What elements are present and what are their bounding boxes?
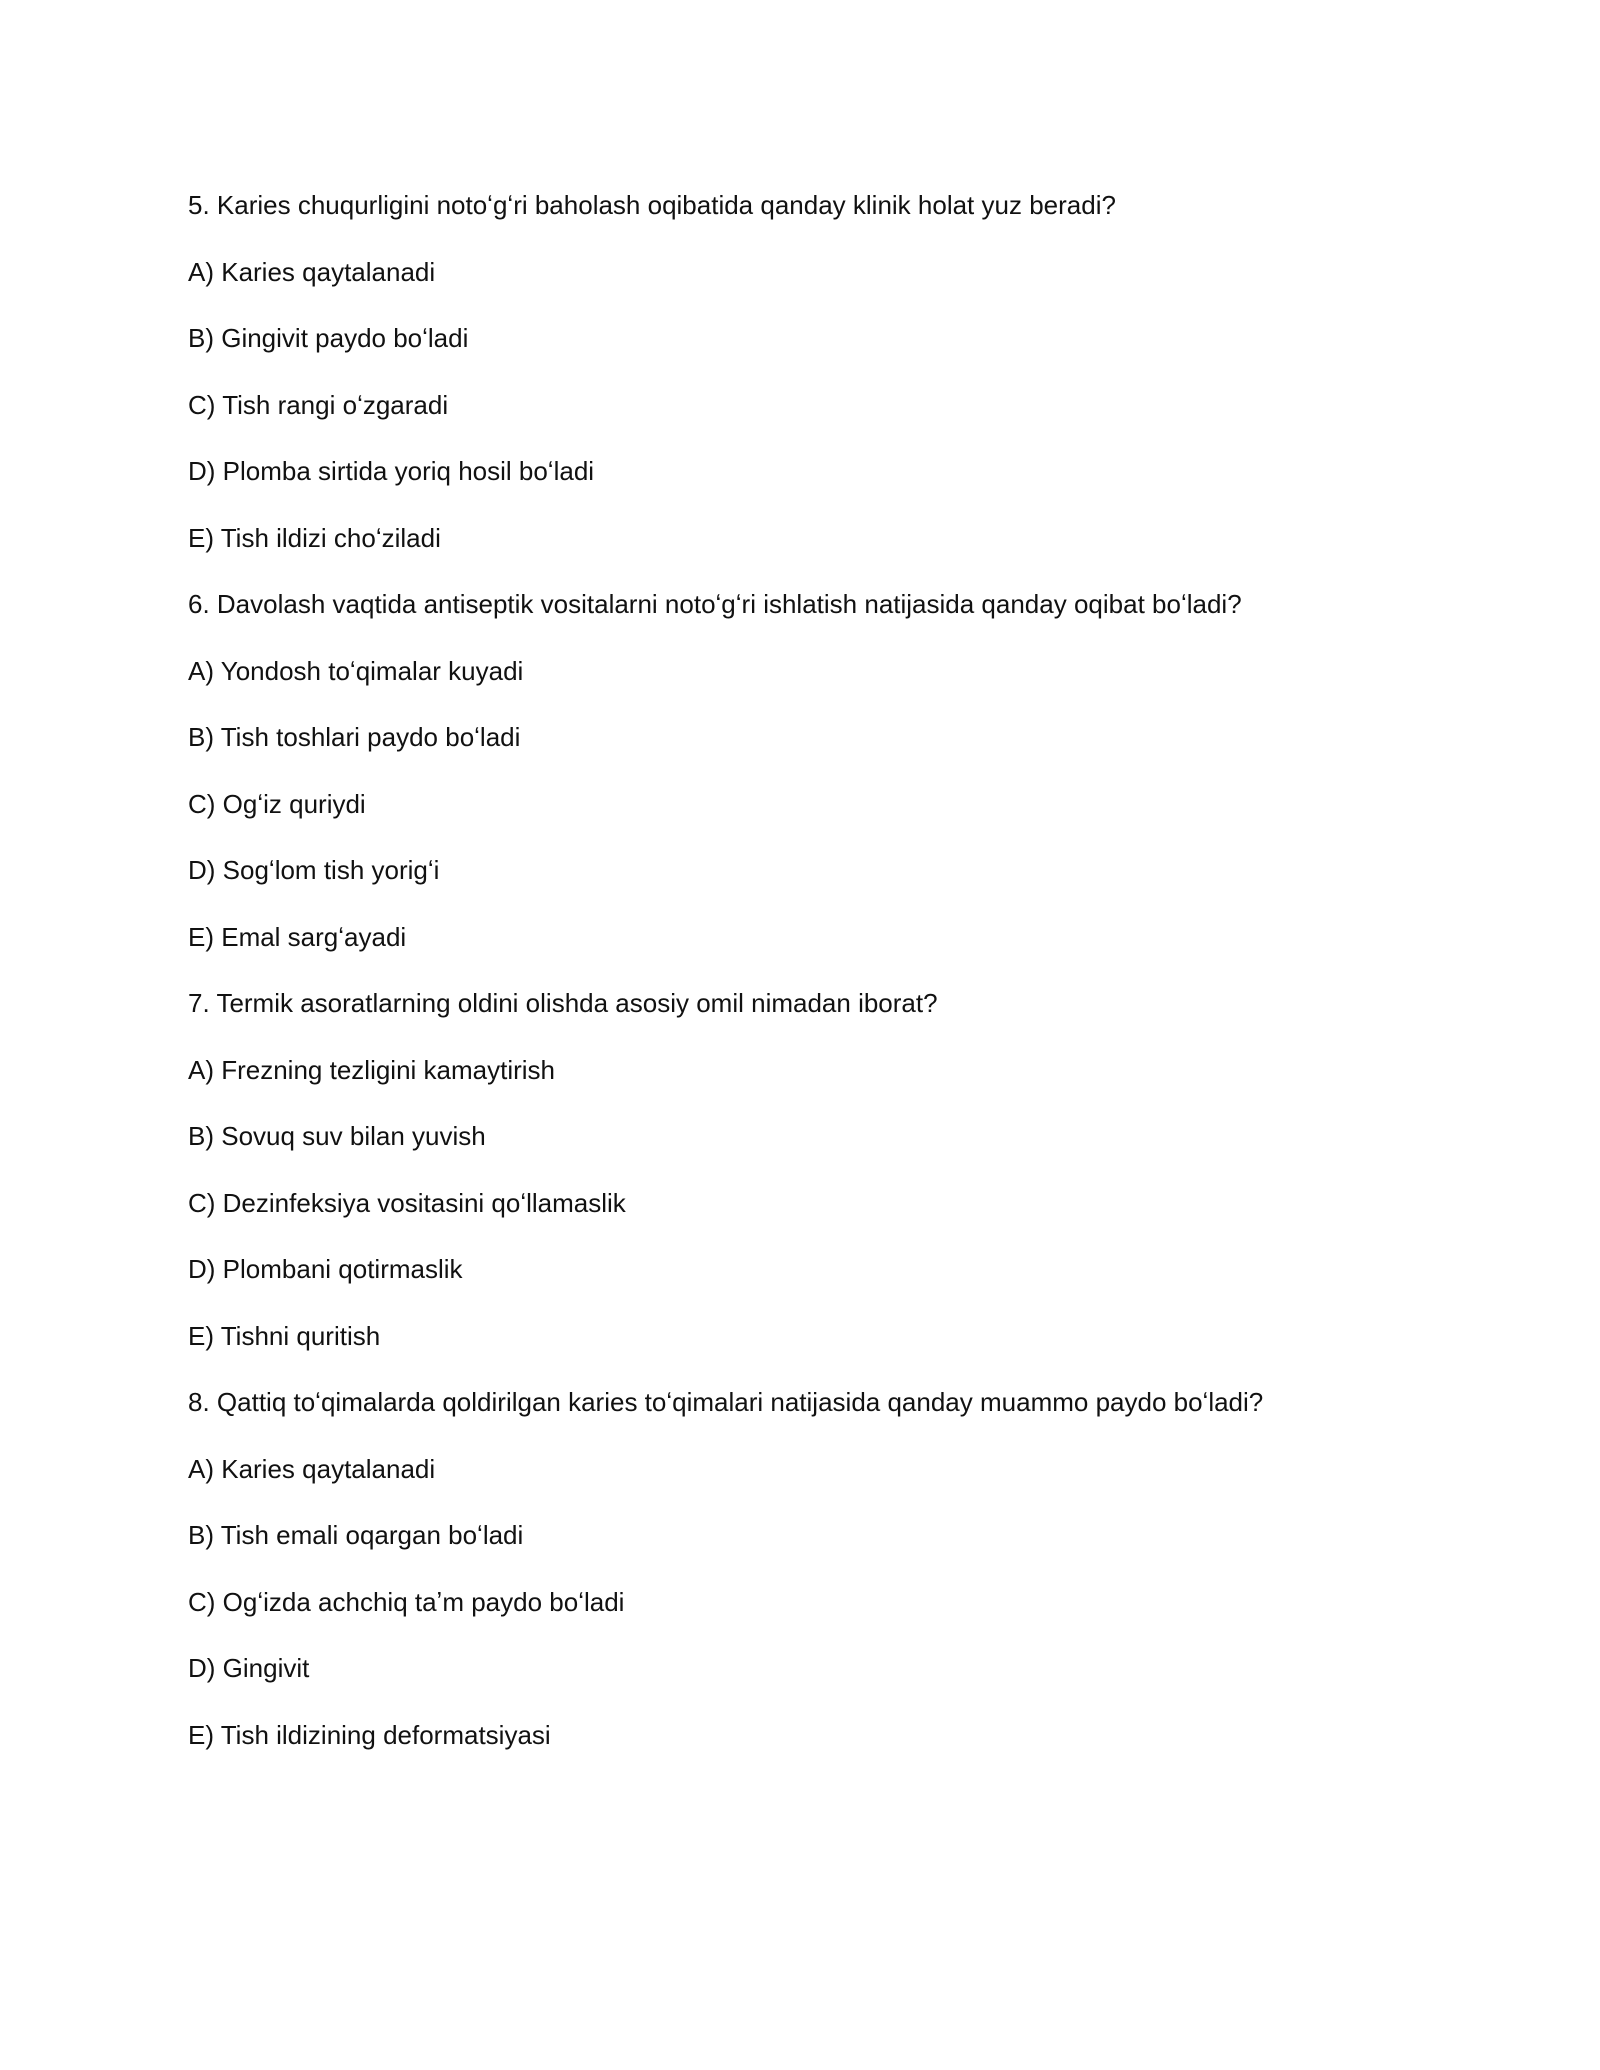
answer-option: A) Yondosh toʻqimalar kuyadi	[188, 655, 524, 686]
answer-option: E) Tish ildizining deformatsiyasi	[188, 1719, 551, 1750]
answer-option: B) Gingivit paydo boʻladi	[188, 323, 469, 353]
question-text: 8. Qattiq toʻqimalarda qoldirilgan karies toʻqimalari natijasida qanday muammo paydo boʻladi?	[188, 1387, 1264, 1417]
answer-option: A) Karies qaytalanadi	[188, 1453, 436, 1484]
document-body	[188, 186, 1448, 1782]
question-block	[188, 1383, 1448, 1782]
answer-option: B) Tish emali oqargan boʻladi	[188, 1520, 524, 1550]
answer-option: B) Tish toshlari paydo boʻladi	[188, 722, 521, 752]
answer-option: C) Ogʻizda achchiq taʼm paydo boʻladi	[188, 1586, 625, 1617]
answer-option: D) Gingivit	[188, 1653, 310, 1683]
question-text: 5. Karies chuqurligini notoʻgʻri baholash oqibatida qanday klinik holat yuz beradi?	[188, 190, 1116, 220]
answer-option: A) Karies qaytalanadi	[188, 256, 436, 287]
answer-option: D) Plombani qotirmaslik	[188, 1254, 463, 1284]
answer-option: B) Sovuq suv bilan yuvish	[188, 1121, 486, 1151]
answer-option: E) Tish ildizi choʻziladi	[188, 522, 441, 553]
answer-option: D) Plomba sirtida yoriq hosil boʻladi	[188, 456, 595, 486]
question-block	[188, 984, 1448, 1383]
answer-option: A) Frezning tezligini kamaytirish	[188, 1054, 556, 1085]
answer-option: E) Emal sargʻayadi	[188, 921, 407, 952]
question-text: 7. Termik asoratlarning oldini olishda asosiy omil nimadan iborat?	[188, 988, 938, 1018]
question-block	[188, 585, 1448, 984]
answer-option: C) Tish rangi oʻzgaradi	[188, 389, 449, 420]
answer-option: C) Ogʻiz quriydi	[188, 788, 366, 819]
question-block	[188, 186, 1448, 585]
answer-option: C) Dezinfeksiya vositasini qoʻllamaslik	[188, 1187, 626, 1218]
question-text: 6. Davolash vaqtida antiseptik vositalarni notoʻgʻri ishlatish natijasida qanday oqibat boʻladi?	[188, 589, 1242, 619]
answer-option: E) Tishni quritish	[188, 1320, 381, 1351]
answer-option: D) Sogʻlom tish yorigʻi	[188, 855, 440, 885]
